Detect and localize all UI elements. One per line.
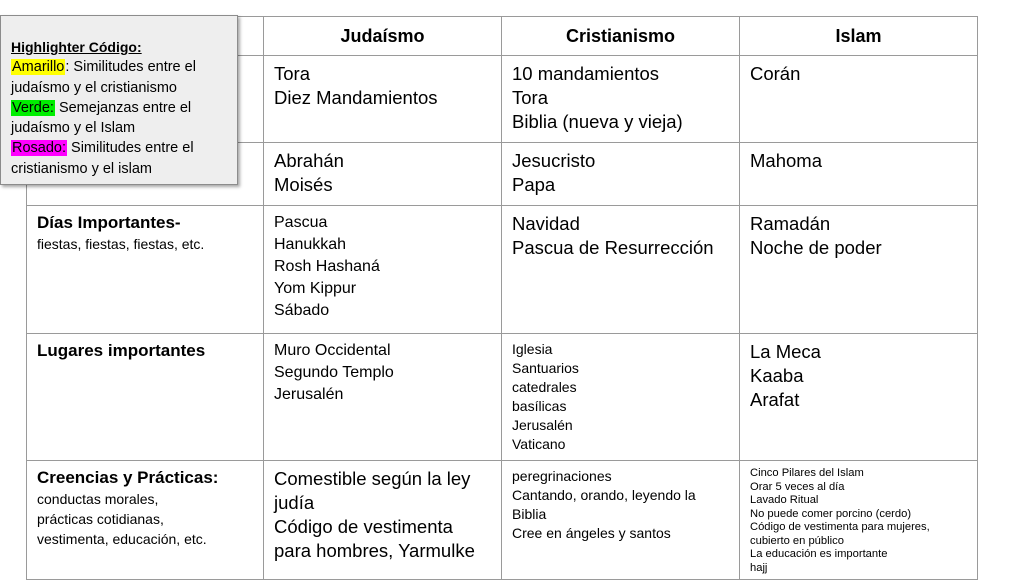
table-cell [502,143,740,206]
cell-line: Diez Mandamientos [274,87,438,108]
table-cell [264,206,502,334]
table-row [27,206,978,334]
legend-line: judaísmo y el cristianismo [11,79,177,96]
table-cell [264,461,502,580]
cell-line: catedrales [512,379,577,395]
table-cell [740,461,978,580]
table-cell [740,143,978,206]
table-cell [264,334,502,461]
cell-line: Jerusalén [512,417,573,433]
legend-highlight-swatch: Verde: [12,99,54,116]
table-row [27,334,978,461]
cell-line: Corán [750,63,801,84]
cell-line: Comestible según la ley [274,468,471,489]
cell-line: La educación es importante [750,548,888,560]
cell-line: Noche de poder [750,237,882,258]
cell-line: Código de vestimenta para mujeres, [750,521,930,533]
cell-line: Muro Occidental [274,342,391,359]
table-cell [740,56,978,143]
cell-line: peregrinaciones [512,468,612,484]
cell-line: Tora [512,87,548,108]
cell-line: Cantando, orando, leyendo la [512,487,696,503]
cell-line: Rosh Hashaná [274,258,380,275]
cell-line: Papa [512,174,556,195]
row-label-subtext: conductas morales, [37,491,159,507]
cell-line: Lavado Ritual [750,494,819,506]
cell-line: Biblia (nueva y vieja) [512,111,683,132]
legend-title: Highlighter Código: [11,39,142,55]
cell-line: Abrahán [274,150,344,171]
cell-line: Cinco Pilares del Islam [750,467,864,479]
row-label-cell [27,461,264,580]
legend-line-text: : Similitudes entre el [65,59,196,76]
row-label: Días Importantes- [37,213,181,232]
cell-line: Jerusalén [274,386,344,403]
table-cell [502,56,740,143]
cell-line: Iglesia [512,341,553,357]
table-row [27,461,978,580]
cell-line: Hanukkah [274,236,347,253]
cell-line: cubierto en público [750,534,844,547]
cell-line: 10 mandamientos [512,63,660,84]
cell-line: Vaticano [512,436,566,452]
cell-line: para hombres, Yarmulke [274,540,475,561]
row-label-subtext: fiestas, fiestas, fiestas, etc. [37,236,205,252]
cell-line: judía [274,492,315,513]
row-label-subtext: vestimenta, educación, etc. [37,531,207,547]
cell-line: Yom Kippur [274,280,357,297]
cell-line: Navidad [512,213,580,234]
cell-line: Sábado [274,302,330,319]
row-label-cell [27,334,264,461]
header-cristianismo: Cristianismo [502,17,740,56]
table-cell [502,461,740,580]
row-label: Creencias y Prácticas: [37,468,219,487]
legend-lines [11,57,237,179]
cell-line: Mahoma [750,150,822,171]
legend-highlight-swatch: Amarillo [12,59,65,76]
cell-line: La Meca [750,341,821,362]
cell-line: Cree en ángeles y santos [512,525,671,541]
table-cell [264,143,502,206]
cell-line: Pascua de Resurrección [512,237,714,258]
cell-line: Código de vestimenta [274,516,453,537]
cell-line: Biblia [512,506,547,522]
table-cell [502,206,740,334]
cell-line: No puede comer porcino (cerdo) [750,507,912,520]
row-label-cell [27,206,264,334]
cell-line: hajj [750,561,768,574]
cell-line: Arafat [750,389,800,410]
cell-line: Pascua [274,214,328,231]
cell-line: Moisés [274,174,333,195]
legend-line [11,57,237,77]
highlighter-legend [0,15,238,185]
legend-line [11,98,237,118]
row-label: Lugares importantes [37,341,206,360]
table-cell [502,334,740,461]
table-cell [740,334,978,461]
cell-line: Tora [274,63,310,84]
cell-line: Santuarios [512,360,579,376]
cell-line: Orar 5 veces al día [750,480,845,493]
cell-line: Jesucristo [512,150,596,171]
legend-line-text: Semejanzas entre el [54,99,192,116]
legend-highlight-swatch: Rosado: [12,140,67,157]
cell-line: Segundo Templo [274,364,394,381]
cell-line: basílicas [512,398,567,414]
cell-line: Kaaba [750,365,804,386]
cell-line: Ramadán [750,213,831,234]
table-cell [740,206,978,334]
header-islam: Islam [740,17,978,56]
header-judaismo: Judaísmo [264,17,502,56]
legend-line-text: Similitudes entre el [67,140,194,157]
legend-line: judaísmo y el Islam [11,120,136,137]
legend-line [11,138,237,158]
row-label-subtext: prácticas cotidianas, [37,511,164,527]
legend-line: cristianismo y el islam [11,160,152,177]
table-cell [264,56,502,143]
